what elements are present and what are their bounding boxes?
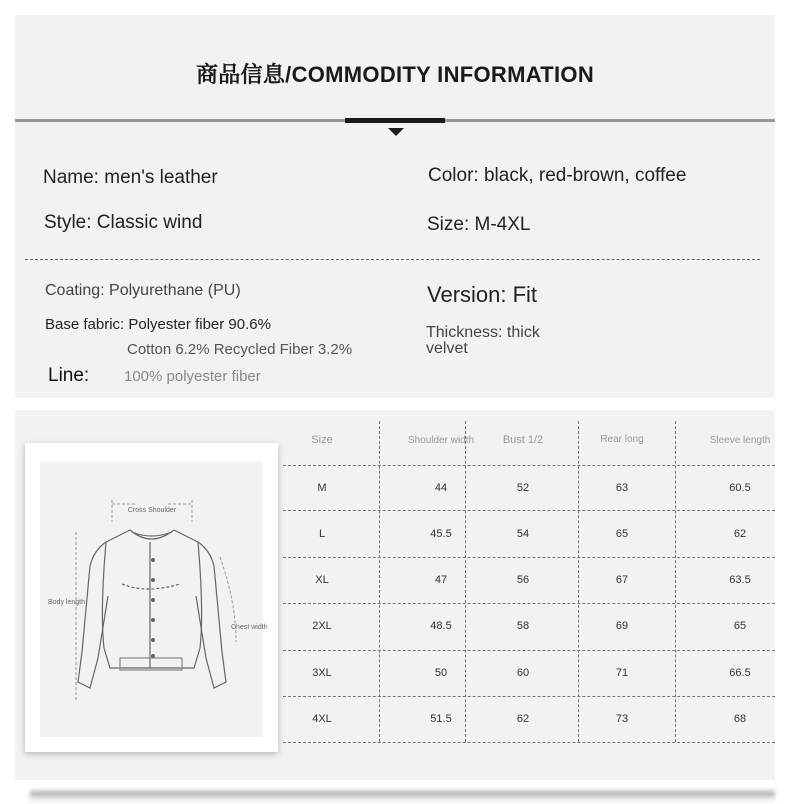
table-value-cell: 60 xyxy=(516,667,530,679)
info-base-fabric-continued: Cotton 6.2% Recycled Fiber 3.2% xyxy=(127,341,353,358)
bottom-shadow xyxy=(30,791,775,803)
table-header-cell: Sleeve length xyxy=(709,435,771,446)
info-coating: Coating: Polyurethane (PU) xyxy=(45,282,241,299)
table-size-cell: 3XL xyxy=(312,667,332,679)
table-row-divider xyxy=(283,465,775,466)
table-value-cell: 44 xyxy=(434,482,448,494)
table-value-cell: 58 xyxy=(516,620,530,632)
table-row-divider xyxy=(283,742,775,743)
info-size: Size: M-4XL xyxy=(427,214,531,235)
info-divider xyxy=(25,259,760,260)
info-line-label: Line: xyxy=(48,365,90,386)
table-row-divider xyxy=(283,603,775,604)
table-column-divider xyxy=(379,421,380,742)
table-value-cell: 68 xyxy=(733,713,747,725)
table-value-cell: 54 xyxy=(516,528,530,540)
info-thickness: Thickness: thick xyxy=(426,324,540,341)
table-size-cell: 2XL xyxy=(312,620,332,632)
table-header-cell: Bust 1/2 xyxy=(502,434,544,446)
info-version: Version: Fit xyxy=(427,282,538,307)
table-value-cell: 52 xyxy=(516,482,530,494)
table-value-cell: 48.5 xyxy=(430,620,452,632)
table-value-cell: 63 xyxy=(615,482,629,494)
table-header-cell: Shoulder width xyxy=(407,435,475,446)
table-value-cell: 47 xyxy=(434,574,448,586)
chest-width-label: Chest width xyxy=(231,624,268,631)
table-value-cell: 56 xyxy=(516,574,530,586)
title-arrow-icon xyxy=(388,128,404,136)
title-accent-bar xyxy=(345,118,445,123)
table-row-divider xyxy=(283,696,775,697)
table-value-cell: 45.5 xyxy=(430,528,452,540)
table-value-cell: 63.5 xyxy=(729,574,751,586)
table-column-divider xyxy=(675,421,676,742)
info-thickness-continued: velvet xyxy=(426,340,468,357)
cross-shoulder-label: Cross Shoulder xyxy=(127,507,177,514)
table-column-divider xyxy=(578,421,579,742)
table-value-cell: 65 xyxy=(615,528,629,540)
info-style: Style: Classic wind xyxy=(44,212,203,233)
table-size-cell: M xyxy=(317,482,327,494)
table-row-divider xyxy=(283,650,775,651)
page-title: 商品信息/COMMODITY INFORMATION xyxy=(195,62,595,87)
table-size-cell: L xyxy=(318,528,326,540)
table-value-cell: 67 xyxy=(615,574,629,586)
info-name: Name: men's leather xyxy=(43,167,218,188)
info-color: Color: black, red-brown, coffee xyxy=(428,165,687,186)
jacket-measurement-diagram xyxy=(40,462,268,737)
table-value-cell: 62 xyxy=(516,713,530,725)
table-row-divider xyxy=(283,557,775,558)
info-base-fabric: Base fabric: Polyester fiber 90.6% xyxy=(45,316,271,333)
table-header-cell: Size xyxy=(311,434,333,446)
table-value-cell: 60.5 xyxy=(729,482,751,494)
table-value-cell: 73 xyxy=(615,713,629,725)
table-value-cell: 66.5 xyxy=(729,667,751,679)
table-value-cell: 69 xyxy=(615,620,629,632)
body-length-label: Body length xyxy=(48,599,85,606)
table-value-cell: 71 xyxy=(615,667,629,679)
table-header-cell: Rear long xyxy=(600,434,644,445)
table-size-cell: 4XL xyxy=(312,713,332,725)
info-line-value: 100% polyester fiber xyxy=(124,368,261,385)
table-value-cell: 62 xyxy=(733,528,747,540)
table-value-cell: 50 xyxy=(434,667,448,679)
table-value-cell: 65 xyxy=(733,620,747,632)
table-size-cell: XL xyxy=(315,574,329,586)
table-value-cell: 51.5 xyxy=(430,713,452,725)
table-row-divider xyxy=(283,510,775,511)
